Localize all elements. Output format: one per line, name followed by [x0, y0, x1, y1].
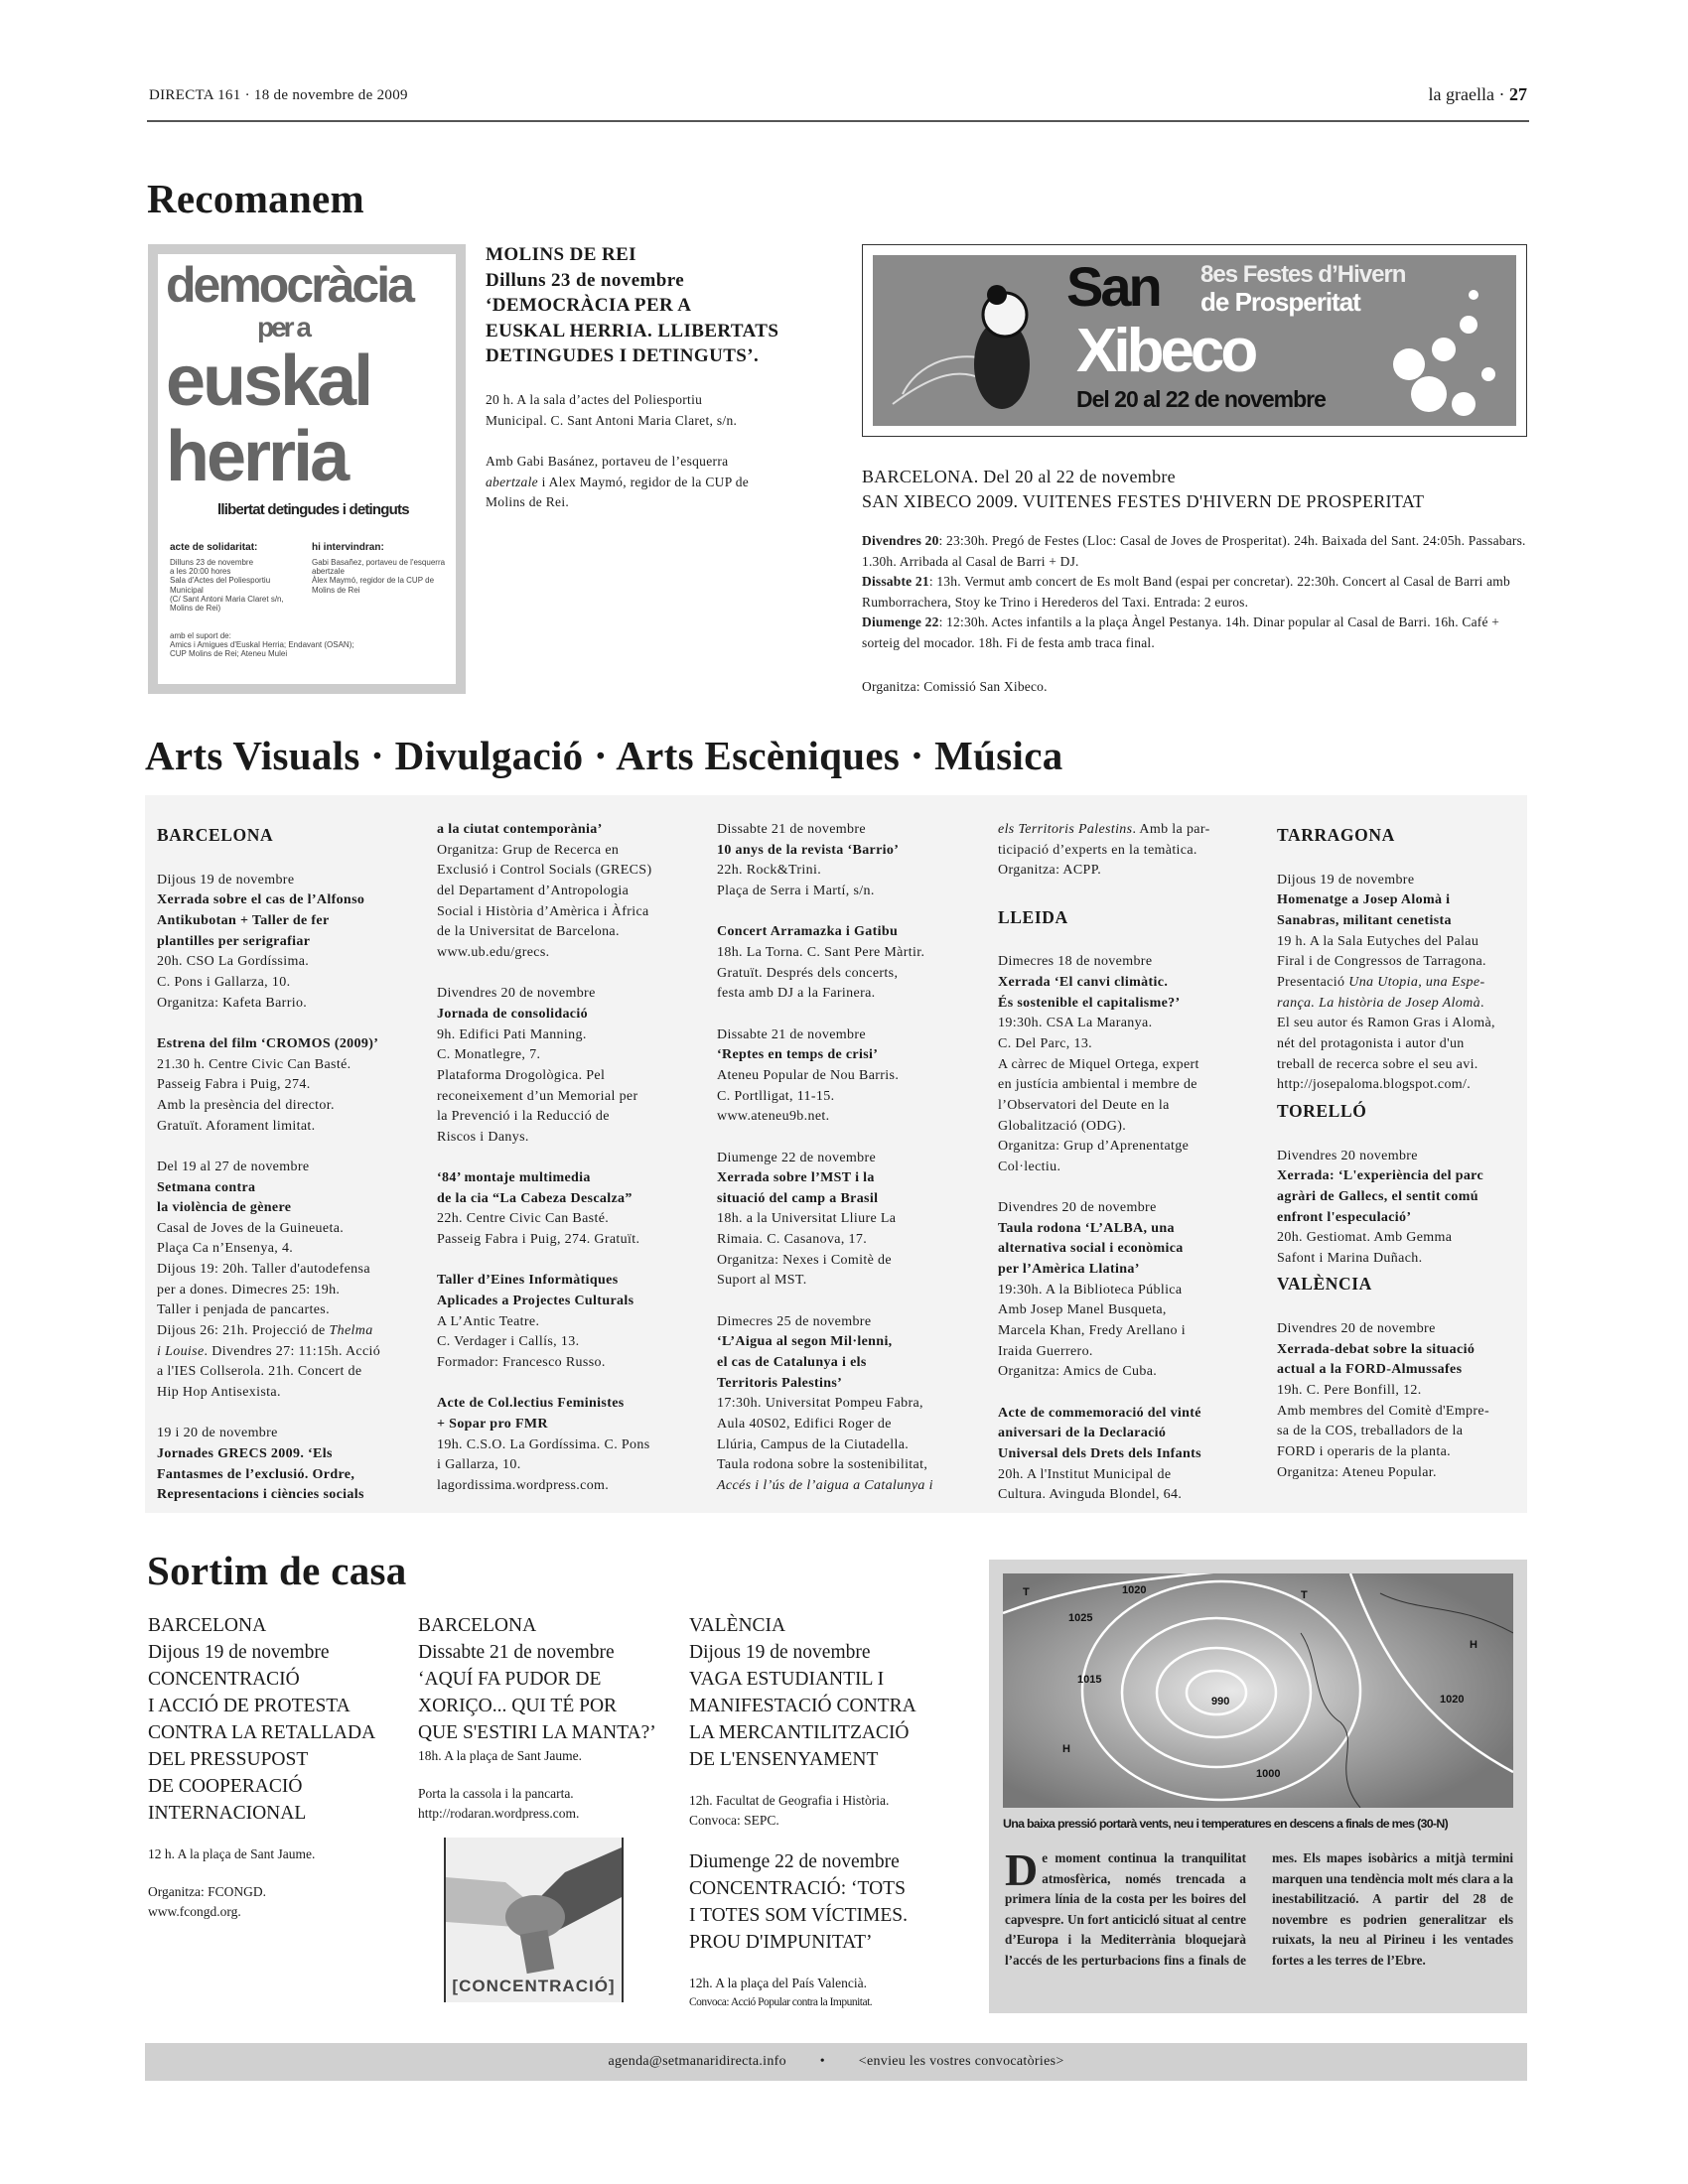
poster-line4: herria [166, 417, 348, 496]
pressure-label: 1015 [1077, 1674, 1102, 1686]
molins-who-text-end: i Alex Maymó, regidor de la CUP de Molins de Rei. [486, 474, 750, 509]
event-heading: BARCELONA Dijous 19 de novembre CONCENTRACIÓ I ACCIÓ DE PROTESTA CONTRA LA RETALLADA DEL PRESSUPOST DE COOPERACIÓ INTERNACIONAL [148, 1615, 376, 1824]
drop-cap: D [1005, 1844, 1039, 1895]
event-date: Dissabte 21 de novembre [717, 1026, 866, 1042]
event-date: Divendres 20 de novembre [1277, 1321, 1436, 1337]
event-title: Taula rodona ‘L’ALBA, una alternativa social i econòmica per l’Amèrica Llatina’ [998, 1220, 1184, 1278]
isobar-map [1003, 1573, 1513, 1808]
event-details: Ateneu Popular de Nou Barris. C. Portlligat, 11-15. www.ateneu9b.net. [717, 1067, 900, 1125]
event-title: Concert Arramazka i Gatibu [717, 924, 899, 940]
pressure-label: 990 [1211, 1696, 1230, 1707]
xibeco-organitza: Organitza: Comissió San Xibeco. [862, 679, 1048, 694]
concentracio-image [444, 1838, 624, 2002]
event-details: 19h. C.S.O. La Gordíssima. C. Pons i Gallarza, 10. lagordissima.wordpress.com. [437, 1436, 650, 1493]
day-schedule: : 23:30h. Pregó de Festes (Lloc: Casal de Joves de Prosperitat). 24h. Baixada del Sant. 24:05h. Passabars. 1.30h. Arribada al Casal de Barri + DJ. [862, 533, 1526, 569]
event-details: 18h. a la Universitat Lliure La Rimaia. C. Casanova, 17. Organitza: Nexes i Comitè de Suport al MST. [717, 1211, 897, 1289]
poster-subtitle: llibertat detingudes i detinguts [217, 501, 409, 518]
event-heading: BARCELONA Dissabte 21 de novembre ‘AQUÍ FA PUDOR DE XORIÇO... QUI TÉ POR QUE S'ESTIRI LA MANTA?’ [418, 1615, 656, 1743]
event-where: 18h. A la plaça de Sant Jaume. [418, 1748, 582, 1763]
event-details: 17:30h. Universitat Pompeu Fabra, Aula 40S02, Edifici Roger de Llúria, Campus de la Ciutadella. Taula rodona sobre la sostenibilitat, [717, 1396, 928, 1473]
event-details: Accés i l’ús de l’aigua a Catalunya i [717, 1478, 933, 1493]
event-title: ‘84’ montaje multimedia de la cia “La Cabeza Descalza” [437, 1170, 633, 1206]
event-title: Xerrada: ‘L'experiència del parc agràri de Gallecs, el sentit comú enfront l'especulació’ [1277, 1168, 1484, 1225]
pressure-label: H [1062, 1743, 1070, 1755]
agenda-column [437, 820, 707, 1497]
event-title: Taller d’Eines Informàtiques Aplicades a Projectes Culturals [437, 1273, 634, 1309]
sortim-event [418, 1612, 684, 1824]
isobar-map-image [1003, 1573, 1513, 1808]
sortim-event [148, 1612, 414, 1922]
pressure-label: 1020 [1440, 1694, 1465, 1706]
event-date: Divendres 20 de novembre [998, 1200, 1157, 1216]
event-details: . Amb la par- ticipació d’experts en la temàtica. Organitza: ACPP. [998, 822, 1210, 879]
section-title-sortim: Sortim de casa [147, 1548, 407, 1593]
event-details: 19:30h. CSA La Maranya. C. Del Parc, 13. A càrrec de Miquel Ortega, expert en justícia ambiental i membre de l’Observatori del Deute en la Globalització (ODG). Organitza: Grup d’Aprenentatge Col·lectiu. [998, 1016, 1199, 1174]
agenda-column [157, 820, 427, 1506]
event-date: Dissabte 21 de novembre [717, 822, 866, 837]
event-title: Jornades GRECS 2009. ‘Els Fantasmes de l’exclusió. Ordre, Representacions i ciències socials [157, 1446, 364, 1503]
weather-caption: Una baixa pressió portarà vents, neu i temperatures en descens a finals de mes (30-N) [1003, 1817, 1449, 1831]
banner-festes: 8es Festes d’Hivern [1200, 261, 1406, 288]
footer-separator: • [819, 2054, 825, 2069]
day-label: Divendres 20 [862, 533, 939, 548]
footer-note: <envieu les vostres convocatòries> [858, 2054, 1064, 2069]
event-title: Homenatge a Josep Alomà i Sanabras, militant cenetista [1277, 892, 1452, 928]
event-title: 10 anys de la revista ‘Barrio’ [717, 842, 900, 858]
event-title: Xerrada sobre l’MST i la situació del camp a Brasil [717, 1170, 879, 1206]
event-details: . Divendres 27: 11:15h. Acció a l'IES Collserola. 21h. Concert de Hip Hop Antisexista. [157, 1343, 381, 1401]
poster-left-body: Dilluns 23 de novembre a les 20:00 hores Sala d'Actes del Poliesportiu Municipal (C/ Sant Antoni Maria Claret s/n, Molins de Rei) [170, 558, 284, 613]
event-details: Una Utopia, una Espe- rança. La història de Josep Alomà [1277, 974, 1485, 1011]
agenda-column [717, 820, 987, 1497]
city-heading: TARRAGONA [1277, 825, 1395, 845]
event-date: 19 i 20 de novembre [157, 1426, 278, 1441]
footer-bar [145, 2043, 1527, 2081]
event-date: Del 19 al 27 de novembre [157, 1159, 310, 1174]
poster-left-head: acte de solidaritat: [170, 542, 258, 553]
day-label: Diumenge 22 [862, 614, 939, 630]
weather-text [1005, 1844, 1513, 1972]
section-title-agenda: Arts Visuals · Divulgació · Arts Escèniques · Música [145, 733, 1063, 778]
event-details: 19:30h. A la Biblioteca Pública Amb Josep Manel Busqueta, Marcela Khan, Fredy Arellano i Iraida Guerrero. Organitza: Amics de Cuba. [998, 1282, 1186, 1380]
issue-info: DIRECTA 161 · 18 de novembre de 2009 [149, 87, 408, 103]
contact-email-link[interactable]: agenda@setmanaridirecta.info [608, 2054, 786, 2069]
event-title: Xerrada ‘El canvi climàtic. És sostenible el capitalisme?’ [998, 974, 1181, 1011]
event-date: Divendres 20 de novembre [437, 986, 596, 1002]
event-convoca: Convoca: Acció Popular contra la Impunitat. [689, 1996, 873, 2008]
city-heading: VALÈNCIA [1277, 1274, 1372, 1295]
poster-right-body: Gabi Basañez, portaveu de l'esquerra abertzale Àlex Maymó, regidor de la CUP de Molins de Rei [312, 558, 446, 595]
poster-right-head: hi intervindran: [312, 542, 384, 553]
event-where: 12h. A la plaça del País Valencià. [689, 1976, 867, 1990]
day-schedule: : 13h. Vermut amb concert de Es molt Band (espai per concretar). 22:30h. Concert al Casal de Barri amb Rumborrachera, Stoy ke Trino i Herederos del Taxi. Entrada: 2 euros. [862, 574, 1510, 610]
xibeco-schedule [862, 531, 1527, 654]
event-title: a la ciutat contemporània’ [437, 822, 603, 837]
event-details: 19h. C. Pere Bonfill, 12. Amb membres del Comitè d'Empre- sa de la COS, treballadors de la FORD i operaris de la planta. Organitza: Ateneu Popular. [1277, 1383, 1489, 1480]
poster-line1: democràcia [166, 257, 412, 313]
molins-heading: MOLINS DE REI Dilluns 23 de novembre ‘DEMOCRÀCIA PER A EUSKAL HERRIA. LLIBERTATS DETINGUDES I DETINGUTS’. [486, 244, 779, 366]
image-label: [CONCENTRACIÓ] [452, 1977, 616, 1995]
event-details: 20h. Gestiomat. Amb Gemma Safont i Marina Duñach. [1277, 1230, 1453, 1266]
banner-dates: Del 20 al 22 de novembre [1076, 386, 1326, 412]
event-heading: VALÈNCIA Dijous 19 de novembre VAGA ESTUDIANTIL I MANIFESTACIÓ CONTRA LA MERCANTILITZACIÓ DE L'ENSENYAMENT [689, 1615, 916, 1770]
event-title: ‘Reptes en temps de crisi’ [717, 1047, 879, 1063]
section-title-recomanem: Recomanem [147, 176, 365, 221]
event-details: els Territoris Palestins [998, 822, 1133, 837]
event-date: Dimecres 18 de novembre [998, 954, 1153, 970]
san-xibeco-banner-image [862, 244, 1527, 437]
event-organizer: Organitza: FCONGD. www.fcongd.org. [148, 1884, 266, 1919]
event-details: 22h. Centre Civic Can Basté. Passeig Fabra i Puig, 274. Gratuït. [437, 1211, 640, 1248]
pressure-label: 1020 [1122, 1584, 1147, 1596]
pressure-label: T [1023, 1586, 1030, 1598]
event-details: 21.30 h. Centre Civic Can Basté. Passeig Fabra i Puig, 274. Amb la presència del director. Gratuït. Aforament limitat. [157, 1056, 352, 1134]
pressure-label: T [1301, 1589, 1308, 1601]
section-name: la graella · [1428, 84, 1509, 104]
banner-prosperitat: de Prosperitat [1200, 287, 1360, 317]
event-details: 9h. Edifici Pati Manning. C. Monatlegre, 7. Plataforma Drogològica. Pel reconeixement d’un Memorial per la Prevenció i la Reducció de Riscos i Danys. [437, 1026, 638, 1145]
event-where: 12h. Facultat de Geografia i Història. Convoca: SEPC. [689, 1793, 890, 1828]
page-number: 27 [1509, 84, 1527, 104]
agenda-column [1277, 820, 1547, 1483]
event-title: Jornada de consolidació [437, 1006, 588, 1022]
pressure-label: 1025 [1068, 1612, 1093, 1624]
city-heading: LLEIDA [998, 906, 1068, 927]
event-title: Acte de Col.lectius Feministes + Sopar pro FMR [437, 1396, 625, 1433]
event-details: 20h. A l'Institut Municipal de Cultura. Avinguda Blondel, 64. [998, 1466, 1183, 1503]
agenda-column [998, 820, 1268, 1506]
event-title: Estrena del film ‘CROMOS (2009)’ [157, 1035, 379, 1051]
event-where: 12 h. A la plaça de Sant Jaume. [148, 1846, 316, 1861]
poster-support: amb el suport de: Amics i Amigues d'Euskal Herria; Endavant (OSAN); CUP Molins de Rei; Ateneu Mulei [170, 631, 354, 659]
day-schedule: : 12:30h. Actes infantils a la plaça Àngel Pestanya. 14h. Dinar popular al Casal de Barri. 16h. Café + sorteig del mocador. 18h. Fi de festa amb traca final. [862, 614, 1500, 650]
event-date: Divendres 20 novembre [1277, 1148, 1418, 1163]
event-heading: Diumenge 22 de novembre CONCENTRACIÓ: ‘TOTS I TOTES SOM VÍCTIMES. PROU D'IMPUNITAT’ [689, 1851, 908, 1953]
xibeco-heading: BARCELONA. Del 20 al 22 de novembre SAN XIBECO 2009. VUITENES FESTES D'HIVERN DE PROSPERITAT [862, 467, 1425, 511]
event-details: 20h. CSO La Gordíssima. C. Pons i Gallarza, 10. Organitza: Kafeta Barrio. [157, 954, 310, 1011]
banner-san: San [1066, 255, 1160, 318]
weather-body: e moment continua la tranquilitat atmosfèrica, només trencada a primera línia de la costa per les boires del capvespre. Un fort anticicló situat al centre d’Europa i la Mediterrània bloquejarà l’accés de les perturbacions fins a finals de mes. Els mapes isobàrics a mitjà termini marquen una tendència molt més clara a la inestabilització. A partir del 28 de novembre es podrien generalitzar els ruixats, la neu al Pirineu i les ventades fortes a les terres de l’Ebre. [1005, 1850, 1513, 1968]
event-date: Dimecres 25 de novembre [717, 1313, 872, 1329]
event-details: 19 h. A la Sala Eutyches del Palau Firal i de Congressos de Tarragona. Presentació [1277, 933, 1486, 990]
event-details: A L’Antic Teatre. C. Verdager i Callís, 13. Formador: Francesco Russo. [437, 1313, 606, 1371]
event-title: Xerrada-debat sobre la situació actual a la FORD-Almussafes [1277, 1341, 1476, 1378]
event-date: Dijous 19 de novembre [157, 872, 295, 887]
event-details: 18h. La Torna. C. Sant Pere Màrtir. Gratuït. Després dels concerts, festa amb DJ a la Farinera. [717, 944, 925, 1002]
event-details: . El seu autor és Ramon Gras i Alomà, nét del protagonista i autor d'un treball de recerca sobre el seu avi. http://josepaloma.blogspot.com/. [1277, 995, 1495, 1093]
event-details: Organitza: Grup de Recerca en Exclusió i Control Socials (GRECS) del Departament d’Antropologia Social i Història d’Amèrica i Àfrica de la Universitat de Barcelona. www.ub.edu/grecs. [437, 842, 652, 960]
pressure-label: H [1470, 1639, 1477, 1651]
event-date: Dijous 19 de novembre [1277, 872, 1415, 887]
header-rule [147, 120, 1529, 122]
poster-line2: per a [257, 312, 309, 342]
day-label: Dissabte 21 [862, 574, 929, 590]
city-heading: TORELLÓ [1277, 1100, 1367, 1121]
molins-where: 20 h. A la sala d’actes del Poliesportiu Municipal. C. Sant Antoni Maria Claret, s/n. [486, 392, 738, 428]
molins-who-text: Amb Gabi Basánez, portaveu de l’esquerra [486, 454, 729, 469]
event-title: Xerrada sobre el cas de l’Alfonso Antikubotan + Taller de fer plantilles per serigrafiar [157, 892, 365, 949]
democracia-poster-image [148, 244, 466, 694]
event-title: Acte de commemoració del vinté aniversari de la Declaració Universal dels Drets dels Infants [998, 1405, 1201, 1462]
sortim-event [689, 1612, 955, 2011]
molins-who-italic: abertzale [486, 474, 538, 489]
event-info: Porta la cassola i la pancarta. http://rodaran.wordpress.com. [418, 1786, 580, 1821]
event-details: 22h. Rock&Trini. Plaça de Serra i Martí, s/n. [717, 863, 875, 898]
event-date: Diumenge 22 de novembre [717, 1150, 877, 1165]
event-details: Thelma i Louise [157, 1323, 373, 1359]
molins-who [486, 452, 823, 513]
section-page [1429, 84, 1527, 105]
city-heading: BARCELONA [157, 825, 274, 845]
poster-line3: euskal [166, 341, 371, 421]
event-title: ‘L’Aigua al segon Mil·lenni, el cas de Catalunya i els Territoris Palestins’ [717, 1334, 893, 1391]
event-details: Casal de Joves de la Guineueta. Plaça Ca n’Ensenya, 4. Dijous 19: 20h. Taller d'autodefensa per a dones. Dimecres 25: 19h. Taller i penjada de pancartes. Dijous 26: 21h. Projecció de [157, 1220, 370, 1339]
banner-xibeco: Xibeco [1076, 317, 1255, 385]
event-title: Setmana contra la violència de gènere [157, 1179, 292, 1216]
pressure-label: 1000 [1256, 1768, 1281, 1780]
